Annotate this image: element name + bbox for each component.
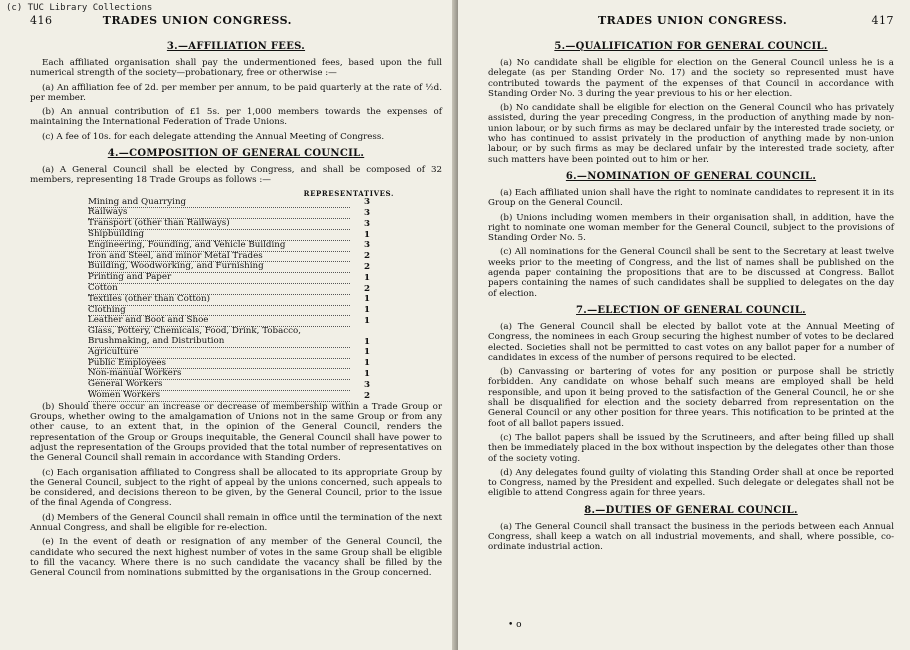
group-name: Glass, Pottery, Chemicals, Food, Drink, Tobacco, Brushmaking, and Distribution xyxy=(88,327,350,348)
section-6-b: (b) Unions including women members in their organisation shall, in addition, have the right to nominate one woman member for the General Council, subject to the provisions of Standing Order No. 5. xyxy=(488,212,894,244)
right-page xyxy=(458,0,910,650)
group-reps: 1 xyxy=(363,229,371,240)
watermark: (c) TUC Library Collections xyxy=(6,3,153,13)
section-7-b: (b) Canvassing or bartering of votes for any position or purpose shall be strictly forbidden. Any candidate on whose behalf such means are employed shall be held responsible, and upon it being proved to the satisfaction of the General Council, he or she shall be disqualified for election and the society debarred from representation on the General Council or any other position for three years. This notification to be printed at the foot of all ballot papers issued. xyxy=(488,367,894,429)
groups-table xyxy=(88,198,384,402)
group-row xyxy=(88,305,384,316)
group-name: Clothing xyxy=(88,305,350,316)
section-7-d: (d) Any delegates found guilty of violating this Standing Order shall at once be reported to Congress, named by the President and expelled. Such delegate or delegates shall not be eligible to attend Congress again for three years. xyxy=(488,467,894,499)
section-3-b: (b) An annual contribution of £1 5s. per 1,000 members towards the expenses of maintaining the International Federation of Trade Unions. xyxy=(30,107,442,128)
group-reps: 3 xyxy=(363,218,371,229)
group-row xyxy=(88,219,384,230)
group-name: Building, Woodworking, and Furnishing xyxy=(88,262,350,273)
group-row xyxy=(88,240,384,251)
group-row xyxy=(88,316,384,327)
right-running-title: TRADES UNION CONGRESS. xyxy=(598,14,788,27)
section-5-b: (b) No candidate shall be eligible for election on the General Council who has privately assisted, during the year preceding Congress, in the production of anything made by non-union labour, or by such firms as may be declared unfair by the interested trade society, or who has continued to assist privately in the production of anything made by non-union labour, or by such firms as may be declared unfair by the interested trade society, after such matters have been pointed out to him or her. xyxy=(488,103,894,165)
group-row xyxy=(88,358,384,369)
group-name: Textiles (other than Cotton) xyxy=(88,294,350,305)
group-name: Women Workers xyxy=(88,391,350,402)
group-name: Iron and Steel, and minor Metal Trades xyxy=(88,251,350,262)
group-name: Cotton xyxy=(88,284,350,295)
section-8-a: (a) The General Council shall transact the business in the periods between each Annual Congress, shall keep a watch on all industrial movements, and shall, where possible, co-ordinate industrial action. xyxy=(488,521,894,553)
section-6-title: 6.—NOMINATION OF GENERAL COUNCIL. xyxy=(565,170,817,182)
group-reps: 3 xyxy=(363,379,371,390)
group-name: Agriculture xyxy=(88,347,350,358)
group-name: Railways xyxy=(88,208,350,219)
group-name: Transport (other than Railways) xyxy=(88,219,350,230)
section-4-d: (d) Members of the General Council shall remain in office until the termination of the next Annual Congress, and shall be eligible for re-election. xyxy=(30,512,442,534)
group-row xyxy=(88,294,384,305)
group-reps: 2 xyxy=(363,283,371,294)
group-name: Shipbuilding xyxy=(88,230,350,241)
group-name: Mining and Quarrying xyxy=(88,198,350,208)
group-reps: 1 xyxy=(363,368,371,379)
group-name: General Workers xyxy=(88,380,350,391)
group-row xyxy=(88,369,384,380)
section-4-c: (c) Each organisation affiliated to Congress shall be allocated to its appropriate Group by the General Council, subject to the right of appeal by the unions concerned, such appeals to be considered, and decisions thereon to be given, by the General Council, prior to the issue of the final Agenda of Congress. xyxy=(30,467,442,509)
section-3-title: 3.—AFFILIATION FEES. xyxy=(166,41,306,52)
group-row xyxy=(88,380,384,391)
group-reps: 1 xyxy=(363,294,371,305)
group-row xyxy=(88,347,384,358)
group-reps: 3 xyxy=(363,207,371,218)
group-reps: 3 xyxy=(363,240,371,251)
group-reps: 1 xyxy=(363,358,371,369)
section-5-a: (a) No candidate shall be eligible for election on the General Council unless he is a delegate (as per Standing Order No. 17) and the society so represented must have contributed towards the payment of the expenses of that Council in accordance with Standing Order No. 3 during the year previous to his or her election. xyxy=(488,58,894,99)
group-name: Leather and Boot and Shoe xyxy=(88,316,350,327)
section-3-c: (c) A fee of 10s. for each delegate attending the Annual Meeting of Congress. xyxy=(42,131,385,142)
group-reps: 1 xyxy=(363,347,371,358)
section-7-a: (a) The General Council shall be elected by ballot vote at the Annual Meeting of Congress, the nominees in each Group securing the highest number of votes to be declared elected. Societies shall not be permitted to cast votes on any ballot paper for a number of candidates in excess of the number of persons required to be elected. xyxy=(488,321,894,363)
footer-mark: • o xyxy=(508,620,522,630)
group-reps: 1 xyxy=(363,336,371,347)
section-4-a: (a) A General Council shall be elected by Congress, and shall be composed of 32 members, representing 18 Trade Groups as follows :— xyxy=(30,165,442,186)
group-row xyxy=(88,391,384,402)
section-5-title: 5.—QUALIFICATION FOR GENERAL COUNCIL. xyxy=(554,41,828,52)
group-row xyxy=(88,198,384,208)
group-reps: 2 xyxy=(363,251,371,262)
group-reps: 3 xyxy=(363,197,371,208)
group-reps: 2 xyxy=(363,390,371,401)
group-reps: 1 xyxy=(363,315,371,326)
group-reps: 2 xyxy=(363,261,371,272)
group-reps: 1 xyxy=(363,305,371,316)
section-6-a: (a) Each affiliated union shall have the right to nominate candidates to represent it in its Group on the General Council. xyxy=(488,187,894,209)
left-running-title: TRADES UNION CONGRESS. xyxy=(102,14,292,27)
group-row xyxy=(88,251,384,262)
group-reps: 1 xyxy=(363,272,371,283)
group-row xyxy=(88,262,384,273)
right-page-number: 417 xyxy=(871,14,894,27)
group-row xyxy=(88,230,384,241)
section-4-e: (e) In the event of death or resignation of any member of the General Council, the candidate who secured the next highest number of votes in the same Group shall be eligible to fill the vacancy. Where there is no such candidate the vacancy shall be filled by the General Council from nominations submitted by the organisations in the Group concerned. xyxy=(30,537,442,579)
group-name: Printing and Paper xyxy=(88,273,350,284)
left-header xyxy=(30,14,442,27)
group-name: Public Employees xyxy=(88,358,350,369)
section-8-title: 8.—DUTIES OF GENERAL COUNCIL. xyxy=(584,504,798,516)
representatives-header: REPRESENTATIVES. xyxy=(303,188,394,198)
group-name: Engineering, Founding, and Vehicle Building xyxy=(88,240,350,251)
section-3-intro: Each affiliated organisation shall pay the undermentioned fees, based upon the full numerical strength of the society—probationary, free or otherwise :— xyxy=(30,58,442,79)
section-4-title: 4.—COMPOSITION OF GENERAL COUNCIL. xyxy=(107,148,365,160)
group-name: Non-manual Workers xyxy=(88,369,350,380)
group-row xyxy=(88,327,384,348)
section-6-c: (c) All nominations for the General Council shall be sent to the Secretary at least twelve weeks prior to the meeting of Congress, and the list of names shall be published on the agenda paper containing the propositions that are to be discussed at Congress. Ballot papers containing the names of such candidates shall be supplied to delegates on the day of election. xyxy=(488,247,894,299)
section-7-title: 7.—ELECTION OF GENERAL COUNCIL. xyxy=(576,304,806,316)
left-page-number: 416 xyxy=(30,14,53,27)
right-header xyxy=(488,14,894,27)
section-3-a: (a) An affiliation fee of 2d. per member per annum, to be paid quarterly at the rate of ½d. per member. xyxy=(30,82,442,103)
group-row xyxy=(88,273,384,284)
group-row xyxy=(88,284,384,295)
section-4-b: (b) Should there occur an increase or decrease of membership within a Trade Group or Groups, whether owing to the amalgamation of Unions not in the same Group or from any other cause, to an extent that, in the opinion of the General Council, renders the representation of the Group or Groups inequitable, the General Council shall have power to adjust the representation of the Groups provided that the total number of representatives on the General Council shall remain in accordance with Standing Orders. xyxy=(30,401,442,464)
section-7-c: (c) The ballot papers shall be issued by the Scrutineers, and after being filled up shall then be immediately placed in the box without inspection by the delegates other than those of the society voting. xyxy=(488,432,894,464)
